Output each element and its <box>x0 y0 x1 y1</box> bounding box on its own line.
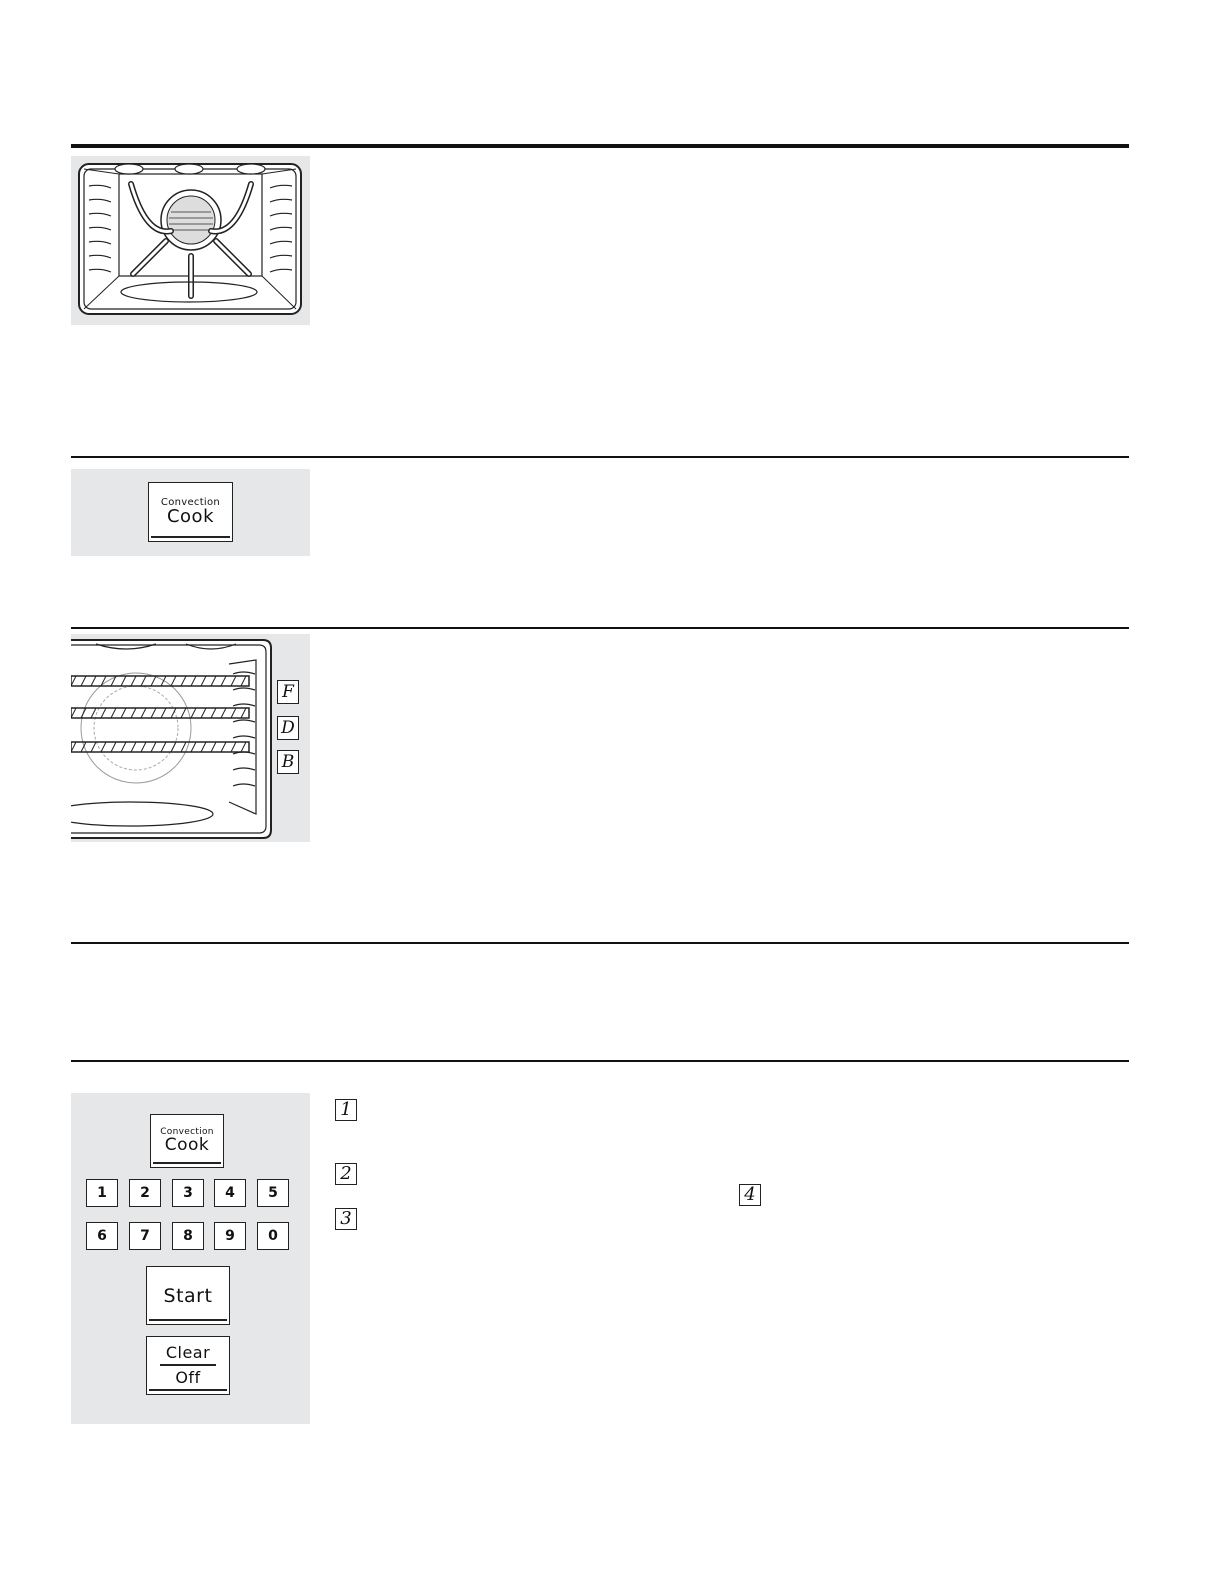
number-key-2[interactable]: 2 <box>129 1179 161 1207</box>
number-key-8[interactable]: 8 <box>172 1222 204 1250</box>
convection-airflow-illustration <box>71 156 310 325</box>
number-key-6[interactable]: 6 <box>86 1222 118 1250</box>
step-marker-4: 4 <box>739 1184 761 1206</box>
convection-cook-panel <box>71 469 310 556</box>
rack-label-b: B <box>277 750 299 774</box>
control-pad-panel <box>71 1093 310 1424</box>
convection-cook-button[interactable] <box>148 482 233 542</box>
start-button[interactable] <box>146 1266 230 1325</box>
off-label: Off <box>175 1367 201 1387</box>
number-key-4[interactable]: 4 <box>214 1179 246 1207</box>
step-marker-1: 1 <box>335 1099 357 1121</box>
pad-convection-label: Convection <box>160 1127 214 1137</box>
oven-fan-icon <box>71 156 310 325</box>
step-marker-2: 2 <box>335 1163 357 1185</box>
section-divider-4 <box>71 1060 1129 1062</box>
number-key-3[interactable]: 3 <box>172 1179 204 1207</box>
pad-convection-cook-button[interactable] <box>150 1114 224 1168</box>
section-divider-1 <box>71 456 1129 458</box>
section-divider-3 <box>71 942 1129 944</box>
step-marker-3: 3 <box>335 1208 357 1230</box>
rack-label-f: F <box>277 680 299 704</box>
oven-racks-icon <box>71 634 310 842</box>
convection-label: Convection <box>160 497 221 508</box>
number-key-5[interactable]: 5 <box>257 1179 289 1207</box>
section-divider-2 <box>71 627 1129 629</box>
clear-label: Clear <box>165 1343 211 1363</box>
number-key-7[interactable]: 7 <box>129 1222 161 1250</box>
clear-off-divider <box>160 1364 216 1366</box>
cook-label: Cook <box>166 506 214 527</box>
number-key-9[interactable]: 9 <box>214 1222 246 1250</box>
number-key-1[interactable]: 1 <box>86 1179 118 1207</box>
clear-off-button[interactable] <box>146 1336 230 1395</box>
rack-positions-illustration <box>71 634 310 842</box>
top-rule <box>71 144 1129 148</box>
pad-cook-label: Cook <box>164 1135 210 1155</box>
rack-label-d: D <box>277 716 299 740</box>
start-label: Start <box>163 1284 213 1307</box>
number-key-0[interactable]: 0 <box>257 1222 289 1250</box>
